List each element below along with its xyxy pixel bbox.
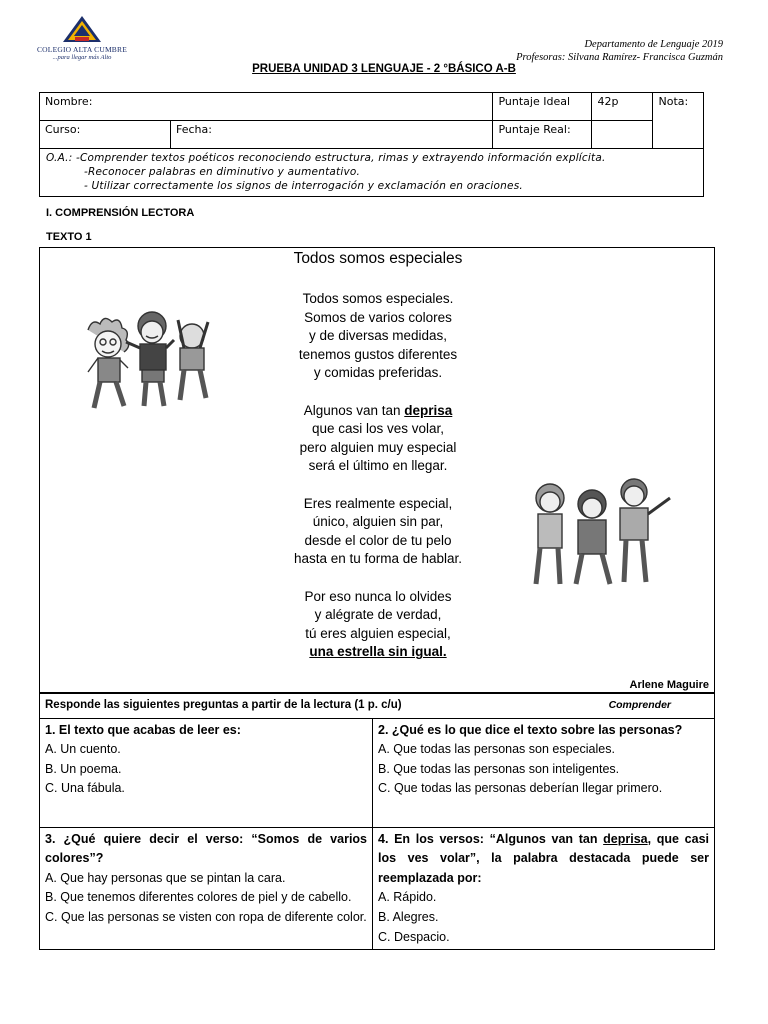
highlighted-word: deprisa (603, 831, 648, 846)
teachers-names: Profesoras: Silvana Ramírez- Francisca Guzmán (516, 52, 723, 63)
school-slogan: ...para llegar más Alto (52, 54, 112, 61)
jumping-children-illustration (80, 308, 220, 428)
date-field[interactable]: Fecha: (171, 121, 493, 149)
real-score-label: Puntaje Real: (493, 121, 592, 149)
poem-line: único, alguien sin par, (312, 514, 444, 530)
poem-line: y alégrate de verdad, (314, 607, 442, 623)
objective-3: - Utilizar correctamente los signos de interrogación y exclamación en oraciones. (84, 180, 523, 192)
question-4-text: 4. En los versos: “Algunos van tan deprisa, que casi los ves volar”, la palabra destacada puede ser reemplazada por: (378, 831, 709, 885)
questions-table (39, 693, 715, 950)
question-3 (40, 827, 373, 950)
poem-body (228, 290, 528, 680)
poem-line: y comidas preferidas. (313, 365, 443, 381)
question-1 (40, 718, 373, 827)
text-label: TEXTO 1 (46, 231, 92, 243)
poem-line: Por eso nunca lo olvides (304, 588, 452, 604)
answer-option[interactable]: B. Que todas las personas son inteligentes. (378, 761, 620, 776)
highlighted-word: deprisa (404, 402, 453, 418)
instructions-row (40, 694, 715, 719)
poem-box (39, 247, 715, 693)
answer-option[interactable]: C. Despacio. (378, 929, 450, 944)
school-logo (36, 14, 128, 61)
poem-line: desde el color de tu pelo (304, 532, 452, 548)
question-4 (373, 827, 715, 950)
poem-line: pero alguien muy especial (299, 439, 457, 455)
real-score-field[interactable] (592, 121, 653, 149)
poem-title: Todos somos especiales (293, 250, 463, 267)
stanza-3 (228, 495, 528, 569)
stanza-2 (228, 402, 528, 476)
instructions-text: Responde las siguientes preguntas a partir de la lectura (1 p. c/u) (45, 699, 402, 711)
student-info-table (39, 92, 704, 197)
poem-line: Somos de varios colores (304, 309, 452, 325)
answer-option[interactable]: A. Rápido. (378, 890, 437, 905)
poem-line: Todos somos especiales. (302, 291, 454, 306)
poem-line: Eres realmente especial, (303, 495, 453, 511)
group-of-children-illustration (530, 476, 680, 591)
mountain-logo-icon (61, 14, 103, 44)
poem-line: que casi los ves volar, (311, 421, 445, 437)
question-2 (373, 718, 715, 827)
poem-line: Algunos van tan deprisa (303, 402, 453, 418)
answer-option[interactable]: B. Alegres. (378, 909, 439, 924)
answer-option[interactable]: B. Que tenemos diferentes colores de piel y de cabello. (45, 890, 352, 905)
objective-1: O.A.: -Comprender textos poéticos reconociendo estructura, rimas y extrayendo información explícita. (46, 152, 606, 164)
answer-option[interactable]: A. Que hay personas que se pintan la cara. (45, 870, 286, 885)
test-title-text: PRUEBA UNIDAD 3 LENGUAJE - 2 °BÁSICO A-B (252, 63, 516, 75)
stanza-4 (228, 588, 528, 662)
grade-field[interactable]: Nota: (653, 93, 704, 149)
section-heading: I. COMPRENSIÓN LECTORA (46, 207, 195, 219)
question-2-text: 2. ¿Qué es lo que dice el texto sobre las personas? (378, 722, 683, 737)
poem-line: tú eres alguien especial, (305, 625, 451, 641)
poem-line: tenemos gustos diferentes (298, 346, 458, 362)
objective-2: -Reconocer palabras en diminutivo y aumentativo. (84, 166, 361, 178)
course-field[interactable]: Curso: (40, 121, 171, 149)
question-1-text: 1. El texto que acabas de leer es: (45, 722, 241, 737)
answer-option[interactable]: C. Que las personas se visten con ropa de diferente color. (45, 909, 367, 924)
department-info (516, 38, 723, 64)
school-name: COLEGIO ALTA CUMBRE (36, 45, 127, 54)
poem-line: hasta en tu forma de hablar. (293, 551, 463, 567)
ideal-score-value: 42p (592, 93, 653, 121)
stanza-1 (228, 290, 528, 383)
department-name: Departamento de Lenguaje 2019 (584, 39, 723, 50)
skill-label: Comprender (608, 699, 671, 711)
name-field[interactable]: Nombre: (40, 93, 493, 121)
answer-option[interactable]: B. Un poema. (45, 761, 122, 776)
test-title (0, 63, 768, 75)
answer-option[interactable]: A. Un cuento. (45, 742, 121, 757)
question-3-text: 3. ¿Qué quiere decir el verso: “Somos de varios colores”? (45, 831, 367, 866)
poem-line: será el último en llegar. (308, 458, 448, 474)
answer-option[interactable]: A. Que todas las personas son especiales. (378, 742, 615, 757)
poem-last-line: una estrella sin igual. (309, 644, 447, 660)
answer-option[interactable]: C. Una fábula. (45, 781, 125, 796)
answer-option[interactable]: C. Que todas las personas deberían llegar primero. (378, 781, 663, 796)
ideal-score-label: Puntaje Ideal (493, 93, 592, 121)
poem-line: y de diversas medidas, (308, 328, 448, 344)
learning-objectives (40, 149, 704, 197)
poem-author: Arlene Maguire (629, 679, 709, 691)
